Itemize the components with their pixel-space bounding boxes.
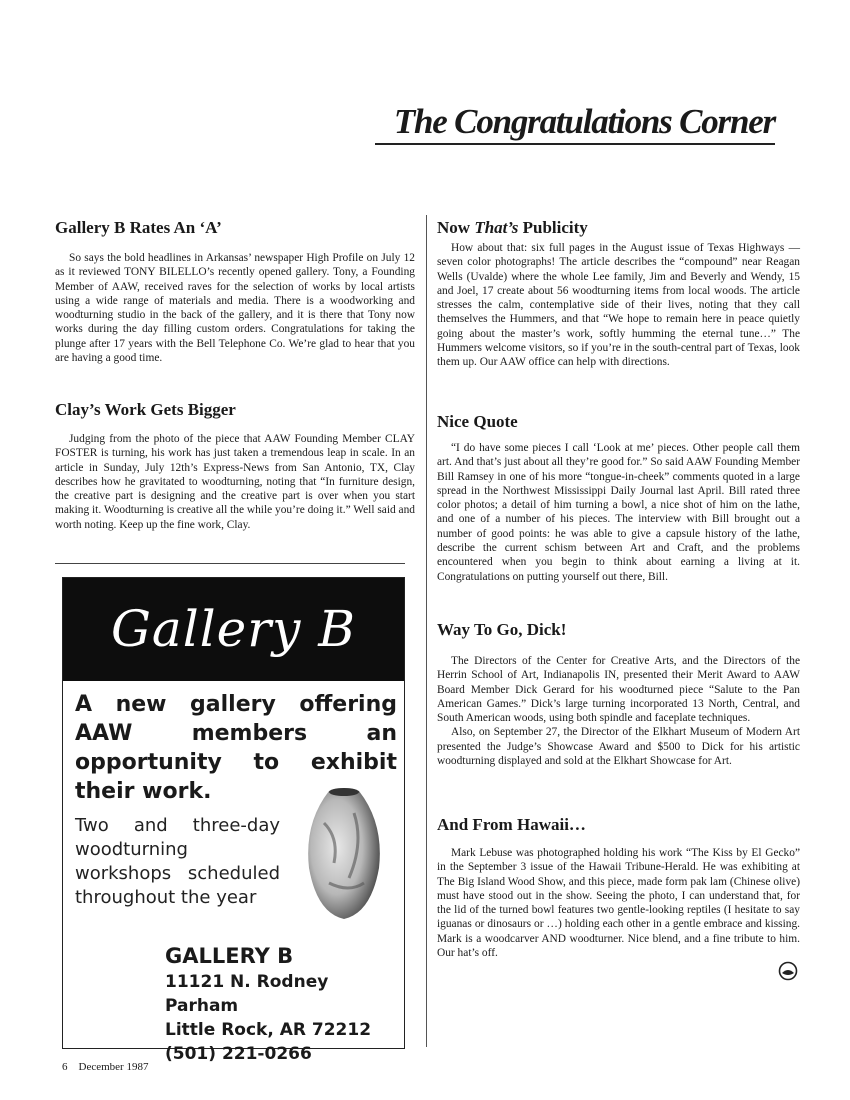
ad-headline: A new gallery offering AAW members an opportunity to exhibit their work. (75, 692, 397, 804)
gallery-b-advertisement (62, 577, 405, 1064)
article-body: Mark Lebuse was photographed holding his work “The Kiss by El Gecko” in the September 3 issue of the Hawaii Tribune-Herald. He was exhibiting at The Big Island Wood Show, and this piece, made form pak lam (Chinese olive) must have stood out in the show. Seeing the photo, I can understand that, for the lid of the turned bowl features two gentle-looking reptiles (I hesitate to say iguanas or dinosaurs or …) holding each other in a gentle embrace and kissing. Mark is a woodcarver AND woodturner. Nice blend, and a fine tribute to him. Our hat’s off. (437, 847, 800, 960)
article-heading: Now That’s Publicity (437, 218, 588, 237)
title-rule (375, 143, 775, 145)
ad-address: GALLERY B 11121 N. Rodney Parham Little Rock, AR 72212 (501) 221-0266 (165, 944, 372, 1064)
divider-rule (55, 563, 405, 564)
article-heading: Clay’s Work Gets Bigger (55, 400, 236, 419)
turned-vessel-image (299, 783, 389, 923)
article-heading: Nice Quote (437, 412, 518, 431)
aaw-logo-icon (778, 961, 798, 981)
article-body: “I do have some pieces I call ‘Look at me’ pieces. Other people call them art. And that’s just about all they’re good for.” So said AAW Founding Member Bill Ramsey in one of his more “tongue-in-cheek” comments quoted in a large spread in the Northwest Mississippi Daily Journal last April. Bill rated three color photos; a detail of him turning a bowl, a nice shot of him on the lathe, and one of a number of his pieces. The interview with Bill brought out a number of good points: he was able to give a capsule history of the lathe, describe the current schism between Art and Craft, and the problems encountered when you begin to think about earning a living at it. Congratulations on putting yourself out there, Bill. (437, 442, 800, 583)
ad-workshops-text: Two and three-day woodturning workshops scheduled throughout the year (75, 815, 280, 908)
column-divider (426, 215, 427, 1047)
article-heading: Gallery B Rates An ‘A’ (55, 218, 222, 237)
article-body: The Directors of the Center for Creative Arts, and the Directors of the Herrin School of Art, Indianapolis IN, presented their Merit Award to AAW Board Member Dick Gerard for his woodturned piece “Salute to the Pan American Games.” Dick’s large turning incorporated 13 North, Central, and South American woods, using both spindle and faceplate techniques. Also, on September 27, the Director of the Elkhart Museum of Modern Art presented the Judge’s Showcase Award and $500 to Dick for his artistic woodturning displayed and sold at the Elkhart Showcase for Art. (437, 655, 800, 768)
article-heading: Way To Go, Dick! (437, 620, 567, 639)
article-body: So says the bold headlines in Arkansas’ newspaper High Profile on July 12 as it reviewed TONY BILELLO’s recently opened gallery. Tony, a Founding Member of AAW, received raves for the selection of works by local artists using a wide range of materials and media. There is a woodworking and woodturning studio in the back of the gallery, and it is there that Tony now works during the day filling custom orders. Congratulations for taking the plunge after 17 years with the Bell Telephone Co. We’re glad to hear that you are having a good time. (55, 252, 415, 365)
page-title: The Congratulations Corner (393, 102, 775, 141)
page-footer: 6 December 1987 (62, 1061, 149, 1073)
article-body: Judging from the photo of the piece that AAW Founding Member CLAY FOSTER is turning, his work has just taken a tremendous leap in scale. In an article in Sunday, July 12th’s Express-News from San Antonio, TX, Clay describes how he gravitated to woodturning, noting that “In furniture design, the creative part is designing and the creative part is over when you start making it. Woodturning is creative all the while you’re doing it.” Well said and worth noting. Keep up the fine work, Clay. (55, 433, 415, 531)
gallery-b-logo: Gallery B (63, 578, 404, 681)
article-heading: And From Hawaii… (437, 815, 586, 834)
article-body: How about that: six full pages in the August issue of Texas Highways — seven color photographs! The article describes the “compound” near Reagan Wells (Uvalde) where the whole Lee family, Jim and Beverly and Wendy, 15 and Joel, 17 create about 56 woodturning items from local woods. The article stresses the calm, contemplative side of their lives, noting that they call themselves the Hummers, and that “We hope to remain here in peace quietly going about the master’s work, softly humming the eternal tune…” The Hummers welcome visitors, so if you’re in the south-central part of Texas, look them up. Our AAW office can help with directions. (437, 242, 800, 369)
